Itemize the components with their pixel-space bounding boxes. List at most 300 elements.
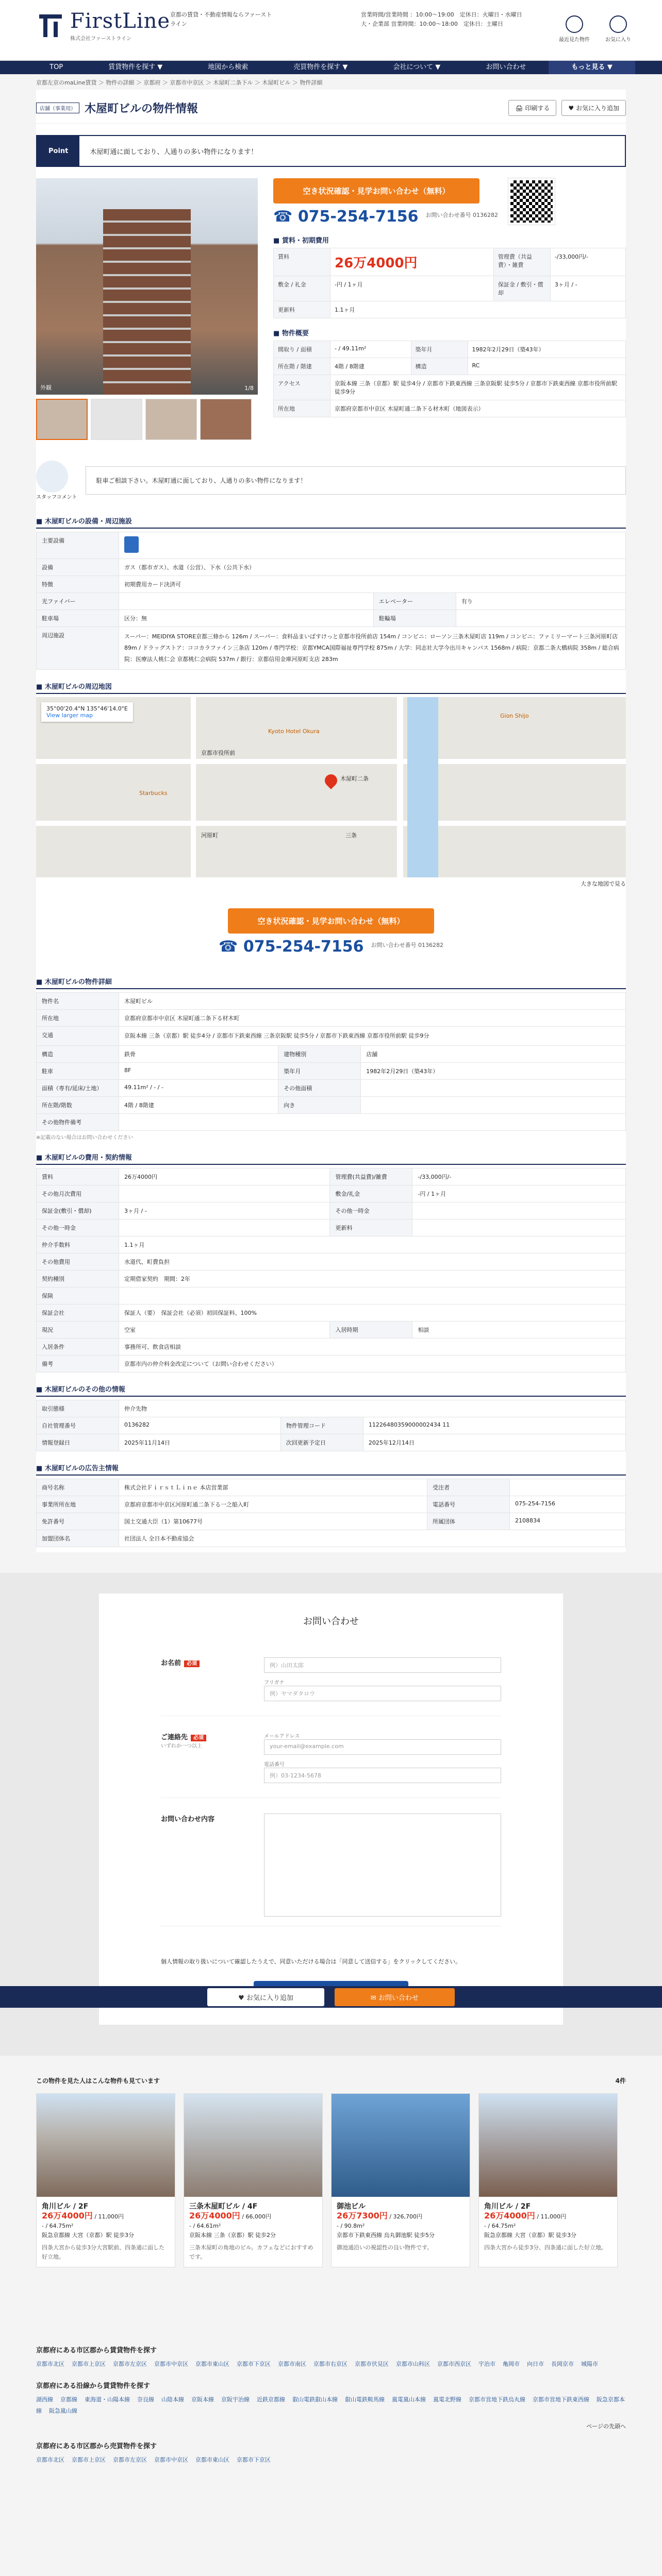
cell-label: 所在地 bbox=[37, 1010, 119, 1027]
footer-link[interactable]: 京阪宇治線 bbox=[221, 2396, 250, 2403]
add-favorite-button[interactable]: ♥ お気に入り追加 bbox=[561, 100, 626, 116]
recent-viewed-button[interactable] bbox=[559, 15, 590, 43]
company-title: 木屋町ビルの広告主情報 bbox=[44, 1465, 119, 1472]
tel-input[interactable]: 例）03-1234-5678 bbox=[264, 1768, 501, 1783]
sticky-favorite-button[interactable]: ♥ お気に入り追加 bbox=[207, 1988, 324, 2006]
cell-value: 京阪本線 三条（京都）駅 徒歩4分 / 京都市下鉄東西線 三条京阪駅 徒歩5分 / 京都市下鉄東西線 京都市役所前駅 徒歩9分 bbox=[119, 1027, 626, 1046]
footer-link[interactable]: 京都市上京区 bbox=[72, 2456, 106, 2463]
recommendations-heading: この物件を見た人はこんな物件も見ています bbox=[36, 2077, 160, 2084]
rec-price: 26万4000円 bbox=[484, 2211, 535, 2221]
cell-label: 事業所所在地 bbox=[37, 1496, 119, 1513]
cell-value: 鉄骨 bbox=[119, 1046, 278, 1063]
cell-value: 京都府京都市中京区 木屋町通二条下る材木町（地図表示） bbox=[330, 400, 626, 417]
rec-name: 角川ビル / 2F bbox=[42, 2202, 89, 2211]
map-label: 木屋町二条 bbox=[340, 775, 369, 782]
footer-link[interactable]: 東海道・山陽本線 bbox=[85, 2396, 130, 2403]
view-larger-map-link[interactable]: View larger map bbox=[46, 712, 93, 719]
cell-label: 仲介手数料 bbox=[37, 1236, 119, 1253]
cell-label: 所属団体 bbox=[427, 1513, 510, 1530]
cell-label: 電話番号 bbox=[427, 1496, 510, 1513]
footer-link[interactable]: 近鉄京都線 bbox=[257, 2396, 285, 2403]
cell-label: 駐車 bbox=[37, 1063, 119, 1080]
map-road bbox=[191, 697, 196, 877]
footer-links bbox=[36, 2345, 626, 2466]
contact-note: いずれか一つ以上 bbox=[161, 1743, 202, 1749]
cell-value: 定期借家契約 期間：2年 bbox=[119, 1270, 626, 1287]
nav-item-contact[interactable]: お問い合わせ bbox=[486, 63, 526, 71]
staff-avatar-icon bbox=[36, 461, 68, 493]
cell-label: 取引態様 bbox=[37, 1400, 119, 1417]
cell-label: 入居時期 bbox=[330, 1321, 412, 1338]
cell-value: 0136282 bbox=[119, 1417, 281, 1434]
rent-amount: 26万4000円 bbox=[335, 256, 418, 271]
cell-value: 26万4000円 bbox=[119, 1168, 330, 1185]
footer-link[interactable]: 宇治市 bbox=[478, 2361, 495, 2367]
cell-value: -/33,000円/- bbox=[550, 248, 625, 276]
cell-label: 管理費（共益費）・雑費 bbox=[493, 248, 550, 276]
nav-item-more[interactable]: もっと見る ▼ bbox=[549, 61, 635, 74]
rec-name: 角川ビル / 2F bbox=[484, 2202, 531, 2211]
footer-link[interactable]: 奈良線 bbox=[137, 2396, 154, 2403]
print-label: 印刷する bbox=[525, 105, 550, 112]
cell-value bbox=[119, 1185, 330, 1202]
nav-item-buy[interactable]: 売買物件を探す ▼ bbox=[293, 63, 348, 71]
other-info-heading: ■ 木屋町ビルのその他の情報 bbox=[36, 1384, 626, 1397]
cell-label: 商号名称 bbox=[37, 1479, 119, 1496]
property-type-tag: 店舗（事業用） bbox=[36, 103, 79, 113]
footer-link[interactable]: 京都市下京区 bbox=[237, 2456, 271, 2463]
cell-value bbox=[119, 1114, 626, 1131]
cell-value bbox=[361, 1080, 626, 1097]
cell-label: 管理費(共益費)/雑費 bbox=[330, 1168, 412, 1185]
nav-item-company[interactable]: 会社について ▼ bbox=[393, 63, 441, 71]
cell-value: 8F bbox=[119, 1063, 278, 1080]
cell-value: 初期費用カード決済可 bbox=[119, 576, 626, 593]
page-top-link[interactable]: ページの先頭へ bbox=[586, 2423, 626, 2430]
inquiry-form-section bbox=[0, 1573, 662, 2056]
cell-label: 駐車場 bbox=[37, 610, 119, 627]
sticky-action-bar bbox=[0, 1986, 662, 2008]
other-info-table bbox=[36, 1400, 626, 1451]
cell-label: 築年月 bbox=[278, 1063, 361, 1080]
rec-price: 26万4000円 bbox=[189, 2211, 240, 2221]
cell-value: 株式会社ＦｉｒｓｔＬｉｎｅ 本店営業部 bbox=[119, 1479, 427, 1496]
footer-heading: 京都府にある沿線から賃貸物件を探す bbox=[36, 2382, 151, 2390]
area-link-list bbox=[36, 2359, 626, 2370]
rec-photo bbox=[332, 2094, 470, 2197]
main-photo[interactable] bbox=[36, 178, 258, 395]
cell-label: 自社管理番号 bbox=[37, 1417, 119, 1434]
overview-heading: ■ 物件概要 bbox=[273, 330, 309, 337]
rec-area: - / 90.8m² bbox=[337, 2223, 365, 2229]
buy-area-link-list bbox=[36, 2454, 626, 2466]
rec-note: 四条大宮から徒歩3分、四条通に面した好立地。 bbox=[484, 2244, 607, 2251]
cell-label: 保証金 / 敷引・償却 bbox=[493, 276, 550, 301]
rent-section-heading: ■ 賃料・初期費用 bbox=[273, 237, 329, 245]
tel-label: 電話番号 bbox=[264, 1762, 285, 1768]
rec-fee: / 66,000円 bbox=[242, 2213, 272, 2220]
photo-thumbnail[interactable] bbox=[91, 399, 142, 440]
cell-value: 2108834 bbox=[510, 1513, 626, 1530]
favorites-button[interactable] bbox=[605, 15, 631, 43]
point-label: Point bbox=[37, 136, 79, 166]
cell-label: 契約種別 bbox=[37, 1270, 119, 1287]
photo-counter: 1/8 bbox=[244, 385, 254, 392]
footer-link[interactable]: 京都市中京区 bbox=[154, 2456, 188, 2463]
cell-value: 京都府京都市中京区 木屋町通二条下る材木町 bbox=[119, 1010, 626, 1027]
tagline: 京都の賃貸・不動産情報ならファーストライン bbox=[170, 11, 272, 27]
page-title: 木屋町ビルの物件情報 bbox=[85, 103, 198, 115]
rec-price: 26万4000円 bbox=[42, 2211, 93, 2221]
rent-section-title: 賃料・初期費用 bbox=[282, 237, 329, 245]
cell-label: 加盟団体名 bbox=[37, 1530, 119, 1547]
cell-label: 免許番号 bbox=[37, 1513, 119, 1530]
point-text: 木屋町通に面しており、人通りの多い物件になります！ bbox=[90, 148, 258, 156]
name-input[interactable]: 例）山田太郎 bbox=[264, 1657, 501, 1673]
rec-photo bbox=[37, 2094, 175, 2197]
footer-link[interactable]: 叡山電鉄叡山本線 bbox=[292, 2396, 338, 2403]
cell-label: 賃料 bbox=[274, 248, 330, 276]
cell-value: 事務所可、飲食店相談 bbox=[119, 1338, 626, 1355]
footer-link[interactable]: 京都市山科区 bbox=[396, 2361, 430, 2367]
sticky-inquiry-label: お問い合わせ bbox=[378, 1994, 419, 2002]
photo-thumbnail[interactable] bbox=[200, 399, 252, 440]
cell-value: 区分：無 bbox=[119, 610, 374, 627]
staff-label: スタッフコメント bbox=[36, 495, 77, 500]
cell-value: スーパー：MEIDIYA STORE京都三條から 126m / スーパー：食料品まいばすけっと京都市役所前店 154m / コンビニ：ローソン三条木屋町店 119m / コンビニ：ファミリーマート三条河原町店 89m / ドラッグストア：ココカラファイン三条店 120m / 専門学校：京都YMCA国際福祉専門学校 875m / 大学：同志社大学今出川キャンパス 1568m / 病院：京都二条大橋病院 358m / 総合病院：医療法人桃仁会 京都桃仁会病院 537m / 銀行：京都信用金庫河原町支店 283m bbox=[119, 627, 626, 670]
cell-value: RC bbox=[468, 358, 625, 375]
cell-label: 敷金/礼金 bbox=[330, 1185, 412, 1202]
cell-value bbox=[119, 1287, 626, 1304]
clock-icon bbox=[566, 15, 583, 33]
required-badge: 必須 bbox=[191, 1735, 206, 1741]
photo-thumbnail[interactable] bbox=[36, 399, 88, 440]
company-section bbox=[36, 1463, 626, 1552]
cell-label: 設備 bbox=[37, 559, 119, 576]
cta-section bbox=[36, 908, 626, 956]
cell-label: 賃料 bbox=[37, 1168, 119, 1185]
rec-area: - / 64.61m² bbox=[189, 2223, 221, 2229]
footer-link[interactable]: 京都市左京区 bbox=[113, 2361, 147, 2367]
phone-number-2[interactable]: ☎ 075-254-7156 bbox=[219, 938, 364, 956]
rec-card[interactable] bbox=[331, 2093, 470, 2267]
cell-value: 1.1ヶ月 bbox=[119, 1236, 626, 1253]
rec-price: 26万7300円 bbox=[337, 2211, 388, 2221]
footer-link[interactable]: 京阪本線 bbox=[191, 2396, 214, 2403]
footer-heading: 京都府にある市区郡から売買物件を探す bbox=[36, 2443, 157, 2450]
title-bar bbox=[36, 90, 626, 124]
cell-label: 構造 bbox=[411, 358, 468, 375]
cell-value: 相談 bbox=[412, 1321, 626, 1338]
cell-value: -円 / 1ヶ月 bbox=[330, 276, 494, 301]
cell-label: 向き bbox=[278, 1097, 361, 1114]
footer-link[interactable]: 京都市北区 bbox=[36, 2361, 64, 2367]
staff-comment bbox=[36, 461, 626, 500]
cell-label: その他一時金 bbox=[37, 1219, 119, 1236]
contact-label bbox=[161, 1732, 264, 1788]
footer-link[interactable]: 京都市伏見区 bbox=[355, 2361, 389, 2367]
kana-label: フリガナ bbox=[264, 1680, 285, 1686]
inquiry-number-2: お問い合わせ番号 0136282 bbox=[371, 941, 443, 948]
map-road bbox=[36, 821, 626, 826]
footer-link[interactable]: 亀岡市 bbox=[503, 2361, 520, 2367]
cell-label: その他面積 bbox=[278, 1080, 361, 1097]
facilities-heading: ■ 木屋町ビルの設備・周辺施設 bbox=[36, 516, 626, 529]
cell-value: 075-254-7156 bbox=[510, 1496, 626, 1513]
content-textarea[interactable] bbox=[264, 1814, 501, 1917]
cell-value: 空室 bbox=[119, 1321, 330, 1338]
email-input[interactable]: your-email@example.com bbox=[264, 1739, 501, 1755]
cell-value: 仲介先物 bbox=[119, 1400, 626, 1417]
rec-access: 阪急京都線 大宮（京都）駅 徒歩3分 bbox=[484, 2232, 576, 2239]
name-label-text: お名前 bbox=[161, 1659, 181, 1667]
kana-input[interactable]: 例）ヤマダタロウ bbox=[264, 1686, 501, 1701]
cell-label: 物件管理コード bbox=[280, 1417, 363, 1434]
point-box bbox=[36, 135, 626, 167]
cell-value: 3ヶ月 / - bbox=[119, 1202, 330, 1219]
rent-value bbox=[330, 248, 494, 276]
main-content bbox=[36, 90, 626, 1552]
cell-label: 物件名 bbox=[37, 993, 119, 1010]
map-label: Starbucks bbox=[139, 790, 168, 796]
inquiry-button-2[interactable]: 空き状況確認・見学お問い合わせ（無料） bbox=[228, 908, 434, 934]
footer-link[interactable]: 嵐電北野線 bbox=[433, 2396, 461, 2403]
cell-value bbox=[361, 1097, 626, 1114]
cell-value bbox=[510, 1479, 626, 1496]
other-info-title: 木屋町ビルのその他の情報 bbox=[44, 1386, 125, 1394]
equipment-icons bbox=[119, 532, 626, 559]
sticky-inquiry-button[interactable]: ✉ お問い合わせ bbox=[335, 1988, 455, 2006]
cell-value: ガス（都市ガス）、水道（公営）、下水（公共下水） bbox=[119, 559, 626, 576]
map[interactable] bbox=[36, 697, 626, 877]
cell-label: その他物件備考 bbox=[37, 1114, 119, 1131]
cell-value: 木屋町ビル bbox=[119, 993, 626, 1010]
rec-note: 御池通沿いの視認性の良い物件です。 bbox=[337, 2244, 433, 2251]
footer-link[interactable]: 嵐電嵐山本線 bbox=[392, 2396, 426, 2403]
cell-value bbox=[119, 1219, 330, 1236]
building-image bbox=[103, 209, 191, 395]
footer-link[interactable]: 京都市中京区 bbox=[154, 2361, 188, 2367]
cell-label: アクセス bbox=[274, 375, 330, 400]
rec-area: - / 64.75m² bbox=[484, 2223, 516, 2229]
rec-card[interactable] bbox=[184, 2093, 323, 2267]
footer-link[interactable]: 京都線 bbox=[60, 2396, 77, 2403]
cell-value: 3ヶ月 / - bbox=[550, 276, 625, 301]
name-label bbox=[161, 1657, 264, 1706]
rec-fee: / 326,700円 bbox=[389, 2213, 423, 2220]
facilities-section bbox=[36, 516, 626, 670]
nav-item-top[interactable]: TOP bbox=[49, 63, 63, 71]
rec-access: 京都市下鉄東西線 烏丸御池駅 徒歩5分 bbox=[337, 2232, 435, 2239]
recommendations-count: 4件 bbox=[615, 2077, 626, 2084]
logo-mark-icon bbox=[36, 11, 65, 40]
cell-label: その他費用 bbox=[37, 1253, 119, 1270]
cell-value: 国土交通大臣（1）第10677号 bbox=[119, 1513, 427, 1530]
cell-value bbox=[412, 1202, 626, 1219]
footer-heading: 京都府にある市区郡から賃貸物件を探す bbox=[36, 2347, 157, 2354]
footer-link[interactable]: 城陽市 bbox=[581, 2361, 598, 2367]
cell-label: 所在地 bbox=[274, 400, 330, 417]
privacy-notice[interactable]: 個人情報の取り扱いについて確認したうえで、同意いただける場合は「同意して送信する」をクリックしてください。 bbox=[161, 1958, 461, 1965]
footer-link[interactable]: 京都市東山区 bbox=[195, 2456, 229, 2463]
cell-value: 京阪本線 三条（京都）駅 徒歩4分 / 京都市下鉄東西線 三条京阪駅 徒歩5分 / 京都市下鉄東西線 京都市役所前駅 徒歩9分 bbox=[330, 375, 626, 400]
cell-label: 主要設備 bbox=[37, 532, 119, 559]
map-label: 河原町 bbox=[201, 832, 218, 839]
heart-icon bbox=[609, 15, 627, 33]
map-heading: ■ 木屋町ビルの周辺地図 bbox=[36, 681, 626, 694]
recent-viewed-label: 最近見た物件 bbox=[559, 37, 590, 43]
logo-name: FirstLine bbox=[70, 9, 171, 33]
cell-label: その他月次費用 bbox=[37, 1185, 119, 1202]
cell-label: 情報登録日 bbox=[37, 1434, 119, 1451]
map-road bbox=[397, 697, 403, 877]
rec-photo bbox=[184, 2094, 322, 2197]
map-pin-icon bbox=[322, 772, 340, 789]
overview-title: 物件概要 bbox=[282, 330, 309, 337]
cell-label: 備考 bbox=[37, 1355, 119, 1372]
map-road bbox=[36, 759, 626, 764]
rec-note: 三条木屋町の角地のビル。カフェなどにおすすめです。 bbox=[189, 2244, 313, 2260]
nav-item-map[interactable]: 地図から検索 bbox=[208, 63, 249, 71]
rec-photo bbox=[479, 2094, 617, 2197]
favorites-label: お気に入り bbox=[605, 37, 631, 43]
cell-label: 所在階/階数 bbox=[37, 1097, 119, 1114]
footer-link[interactable]: 長岡京市 bbox=[551, 2361, 574, 2367]
print-button[interactable]: 🖨 印刷する bbox=[508, 100, 556, 116]
contact-line: 大・企業部 営業時間：10:00〜18:00 定休日：土曜日 bbox=[361, 21, 503, 27]
sticky-favorite-label: お気に入り追加 bbox=[246, 1994, 293, 2002]
cell-label: 受注者 bbox=[427, 1479, 510, 1496]
footer-link[interactable]: 京都市営地下鉄東西線 bbox=[533, 2396, 589, 2403]
company-heading: ■ 木屋町ビルの広告主情報 bbox=[36, 1463, 626, 1476]
cell-value: 49.11m² / - / - bbox=[119, 1080, 278, 1097]
cell-label: 特徴 bbox=[37, 576, 119, 593]
cell-value: 4階 / 8階建 bbox=[119, 1097, 278, 1114]
cell-label: 更新料 bbox=[274, 301, 330, 318]
costs-table bbox=[36, 1168, 626, 1372]
cell-value: 社団法人 全日本不動産協会 bbox=[119, 1530, 626, 1547]
staff-comment-text: 駐車ご相談下さい。木屋町通に面しており、人通りの多い物件になります！ bbox=[86, 466, 626, 495]
facilities-table bbox=[36, 532, 626, 670]
footer-link[interactable]: 京都市下京区 bbox=[237, 2361, 271, 2367]
rec-access: 京阪本線 三条（京都）駅 徒歩2分 bbox=[189, 2232, 276, 2239]
cell-value: -/33,000円/- bbox=[412, 1168, 626, 1185]
footer-link[interactable]: 京都市右京区 bbox=[313, 2361, 347, 2367]
nav-item-rent[interactable]: 賃貸物件を探す ▼ bbox=[108, 63, 163, 71]
footer-link[interactable]: 叡山電鉄鞍馬線 bbox=[345, 2396, 385, 2403]
cell-value: 水道代、町費負担 bbox=[119, 1253, 626, 1270]
footer-link[interactable]: 京都市北区 bbox=[36, 2456, 64, 2463]
inquiry-number: お問い合わせ番号 0136282 bbox=[425, 211, 498, 218]
required-badge: 必須 bbox=[184, 1660, 200, 1667]
phone-number-text: 075-254-7156 bbox=[297, 208, 419, 226]
cell-label: 入居条件 bbox=[37, 1338, 119, 1355]
cell-label: 間取り / 面積 bbox=[274, 341, 330, 358]
cell-label: 周辺施設 bbox=[37, 627, 119, 670]
contact-info bbox=[361, 10, 522, 29]
facilities-title: 木屋町ビルの設備・周辺施設 bbox=[44, 518, 132, 526]
footer-link[interactable]: 山陰本線 bbox=[161, 2396, 184, 2403]
rec-card[interactable] bbox=[36, 2093, 175, 2267]
cell-label: 保険 bbox=[37, 1287, 119, 1304]
cell-label: 面積（専有/延床/土地） bbox=[37, 1080, 119, 1097]
footer-link[interactable]: 阪急嵐山線 bbox=[49, 2408, 77, 2414]
footer-link[interactable]: 京都市上京区 bbox=[72, 2361, 106, 2367]
qr-code bbox=[508, 178, 555, 225]
cell-label: エレベーター bbox=[373, 593, 456, 610]
inquiry-button[interactable]: 空き状況確認・見学お問い合わせ（無料） bbox=[273, 178, 479, 204]
cell-label: 次回更新予定日 bbox=[280, 1434, 363, 1451]
cell-label: 交通 bbox=[37, 1027, 119, 1046]
cell-value: 1982年2月29日（築43年） bbox=[468, 341, 625, 358]
cell-value: 11226480359000002434 11 bbox=[363, 1417, 625, 1434]
photo-gallery bbox=[36, 178, 258, 440]
email-label: メールアドレス bbox=[264, 1734, 300, 1739]
cell-label: 光ファイバー bbox=[37, 593, 119, 610]
footer-link[interactable]: 京都市西京区 bbox=[437, 2361, 471, 2367]
rent-table bbox=[273, 248, 626, 318]
costs-section bbox=[36, 1152, 626, 1372]
cell-value: 保証人（要） 保証会社（必須）初回保証料、100% bbox=[119, 1304, 626, 1321]
rec-access: 阪急京都線 大宮（京都）駅 徒歩3分 bbox=[42, 2232, 134, 2239]
cell-label: 現況 bbox=[37, 1321, 119, 1338]
footer-link[interactable]: 京都市南区 bbox=[278, 2361, 306, 2367]
footer-link[interactable]: 湖西線 bbox=[36, 2396, 53, 2403]
site-header bbox=[0, 0, 662, 61]
footer-link[interactable]: 阪急京都本線 bbox=[36, 2396, 625, 2414]
rec-card[interactable] bbox=[478, 2093, 618, 2267]
cell-label: 所在階 / 階建 bbox=[274, 358, 330, 375]
property-summary bbox=[273, 178, 626, 440]
add-favorite-label: お気に入り追加 bbox=[575, 105, 619, 112]
rec-name: 御池ビル bbox=[337, 2202, 366, 2211]
cell-value: - / 49.11m² bbox=[330, 341, 411, 358]
footer-link[interactable]: 京都市左京区 bbox=[113, 2456, 147, 2463]
map-title: 木屋町ビルの周辺地図 bbox=[44, 683, 112, 691]
footer-link[interactable]: 京都市営地下鉄烏丸線 bbox=[469, 2396, 525, 2403]
photo-thumbnail[interactable] bbox=[145, 399, 197, 440]
footer-link[interactable]: 向日市 bbox=[527, 2361, 544, 2367]
enlarge-map-link[interactable]: 大きな地図で見る bbox=[581, 880, 626, 887]
phone-number[interactable]: ☎ 075-254-7156 bbox=[273, 208, 419, 226]
recommendations-section bbox=[36, 2076, 626, 2267]
costs-heading: ■ 木屋町ビルの費用・契約情報 bbox=[36, 1152, 626, 1165]
elevator-icon bbox=[124, 536, 139, 553]
contact-line: 営業時間/営業時間 ：10:00〜19:00 定休日：火曜日・水曜日 bbox=[361, 11, 522, 18]
cell-value: 京都府京都市中京区河原町通二条下る一之船入町 bbox=[119, 1496, 427, 1513]
cell-value: 1.1ヶ月 bbox=[330, 301, 626, 318]
logo[interactable] bbox=[36, 9, 170, 42]
cell-value: 4階 / 8階建 bbox=[330, 358, 411, 375]
overview-table bbox=[273, 341, 626, 417]
inquiry-form bbox=[99, 1594, 563, 2025]
cell-value bbox=[412, 1219, 626, 1236]
cell-value: 2025年12月14日 bbox=[363, 1434, 625, 1451]
cell-value: 店舗 bbox=[361, 1046, 626, 1063]
cell-value bbox=[456, 610, 625, 627]
form-title: お問い合わせ bbox=[303, 1616, 359, 1627]
rec-fee: / 11,000円 bbox=[537, 2213, 567, 2220]
footer-link[interactable]: 京都市東山区 bbox=[195, 2361, 229, 2367]
cell-label: 敷金 / 礼金 bbox=[274, 276, 330, 301]
cell-value: -円 / 1ヶ月 bbox=[412, 1185, 626, 1202]
cell-label: 構造 bbox=[37, 1046, 119, 1063]
photo-caption: 外観 bbox=[40, 384, 52, 391]
rec-area: - / 64.75m² bbox=[42, 2223, 74, 2229]
cell-value: 京都市内の仲介料金改定について（お問い合わせください） bbox=[119, 1355, 626, 1372]
breadcrumb[interactable]: 京都左京のmaLine賃貸 ＞ 物件の詳細 ＞ 京都府 ＞ 京都市中京区 ＞ 木屋町二条下ル ＞ 木屋町ビル ＞ 物件詳細 bbox=[36, 79, 323, 86]
cell-label: 建物種別 bbox=[278, 1046, 361, 1063]
